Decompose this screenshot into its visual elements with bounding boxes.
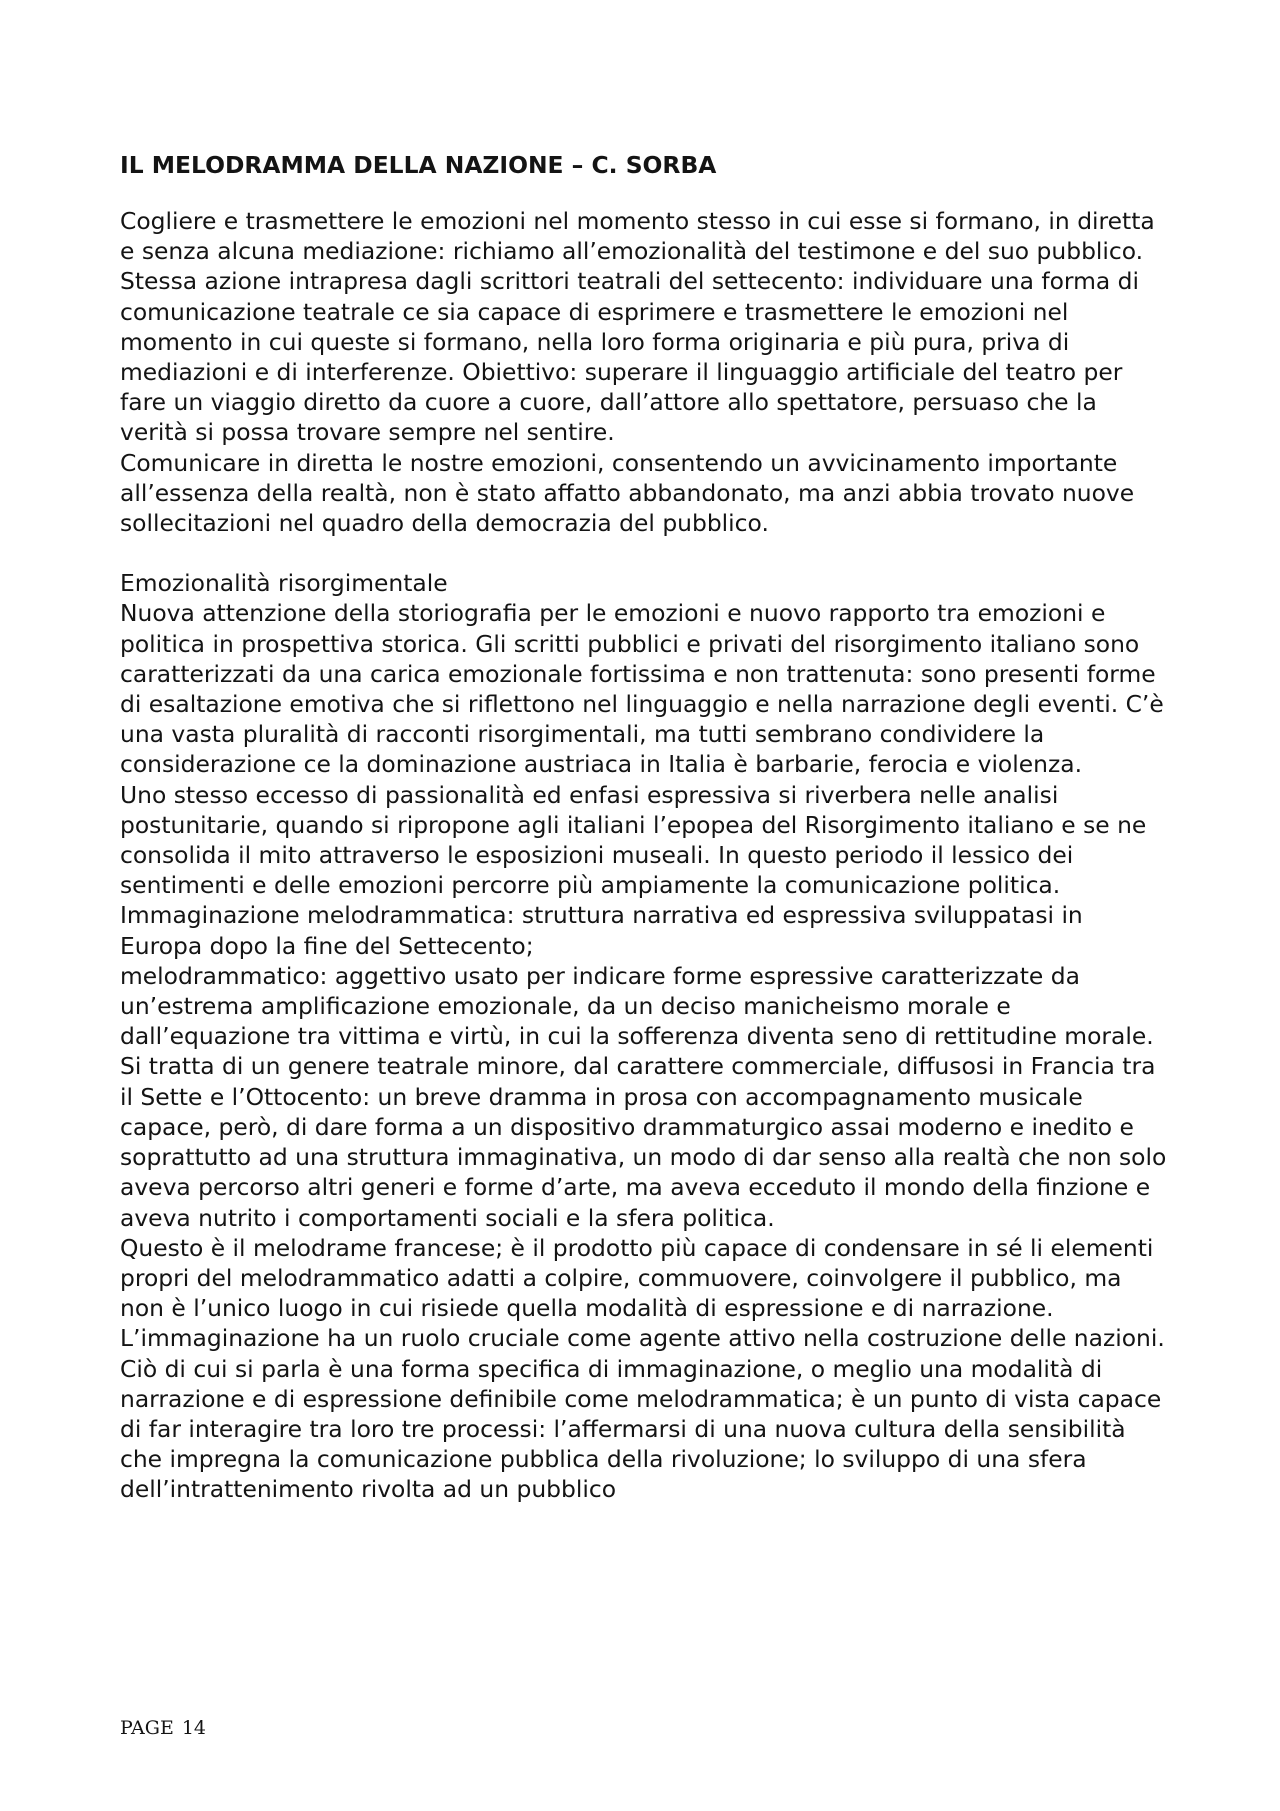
paragraph: Stessa azione intrapresa dagli scrittori teatrali del settecento: individuare una forma di comunicazione teatrale ce sia capace di esprimere e trasmettere le emozioni nel momento in cui queste si formano, nella loro forma originaria e più pura, priva di mediazioni e di interferenze. Obiettivo: superare il linguaggio artificiale del teatro per fare un viaggio diretto da cuore a cuore, dall’attore allo spettatore, persuaso che la verità si possa trovare sempre nel sentire. xyxy=(120,267,1140,447)
paragraph: Immaginazione melodrammatica: struttura narrativa ed espressiva sviluppatasi in Europa dopo la fine del Settecento; xyxy=(120,901,1083,960)
section-heading: Emozionalità risorgimentale xyxy=(120,569,448,598)
document-title: IL MELODRAMMA DELLA NAZIONE – C. SORBA xyxy=(120,151,717,179)
paragraph: Questo è il melodrame francese; è il prodotto più capace di condensare in sé li elementi propri del melodrammatico adatti a colpire, commuovere, coinvolgere il pubblico, ma non è l’unico luogo in cui risiede quella modalità di espressione e di narrazione. xyxy=(120,1233,1154,1323)
intro-section xyxy=(120,206,1170,538)
paragraph: L’immaginazione ha un ruolo cruciale come agente attivo nella costruzione delle nazioni. xyxy=(120,1324,1165,1353)
paragraph: melodrammatico: aggettivo usato per indicare forme espressive caratterizzate da un’estrema amplificazione emozionale, da un deciso manicheismo morale e dall’equazione tra vittima e virtù, in cui la sofferenza diventa seno di rettitudine morale. Si tratta di un genere teatrale minore, dal carattere commerciale, diffusosi in Francia tra il Sette e l’Ottocento: un breve dramma in prosa con accompagnamento musicale capace, però, di dare forma a un dispositivo drammaturgico assai moderno e inedito e soprattutto ad una struttura immaginativa, un modo di dar senso alla realtà che non solo aveva percorso altri generi e forme d’arte, ma aveva ecceduto il mondo della finzione e aveva nutrito i comportamenti sociali e la sfera politica. xyxy=(120,961,1167,1232)
page-number: PAGE 14 xyxy=(120,1717,207,1739)
paragraph: Uno stesso eccesso di passionalità ed enfasi espressiva si riverbera nelle analisi postunitarie, quando si ripropone agli italiani l’epopea del Risorgimento italiano e se ne consolida il mito attraverso le esposizioni museali. In questo periodo il lessico dei sentimenti e delle emozioni percorre più ampiamente la comunicazione politica. xyxy=(120,780,1147,900)
emotion-section xyxy=(120,568,1170,1504)
paragraph: Comunicare in diretta le nostre emozioni, consentendo un avvicinamento importante all’essenza della realtà, non è stato affatto abbandonato, ma anzi abbia trovato nuove sollecitazioni nel quadro della democrazia del pubblico. xyxy=(120,448,1135,538)
paragraph: Ciò di cui si parla è una forma specifica di immaginazione, o meglio una modalità di narrazione e di espressione definibile come melodrammatica; è un punto di vista capace di far interagire tra loro tre processi: l’affermarsi di una nuova cultura della sensibilità che impregna la comunicazione pubblica della rivoluzione; lo sviluppo di una sfera dell’intrattenimento rivolta ad un pubblico xyxy=(120,1354,1162,1504)
document-body xyxy=(120,150,1170,1535)
paragraph: Nuova attenzione della storiografia per le emozioni e nuovo rapporto tra emozioni e politica in prospettiva storica. Gli scritti pubblici e privati del risorgimento italiano sono caratterizzati da una carica emozionale fortissima e non trattenuta: sono presenti forme di esaltazione emotiva che si riflettono nel linguaggio e nella narrazione degli eventi. C’è una vasta pluralità di racconti risorgimentali, ma tutti sembrano condividere la considerazione ce la dominazione austriaca in Italia è barbarie, ferocia e violenza. xyxy=(120,599,1164,779)
paragraph: Cogliere e trasmettere le emozioni nel momento stesso in cui esse si formano, in diretta e senza alcuna mediazione: richiamo all’emozionalità del testimone e del suo pubblico. xyxy=(120,207,1155,266)
